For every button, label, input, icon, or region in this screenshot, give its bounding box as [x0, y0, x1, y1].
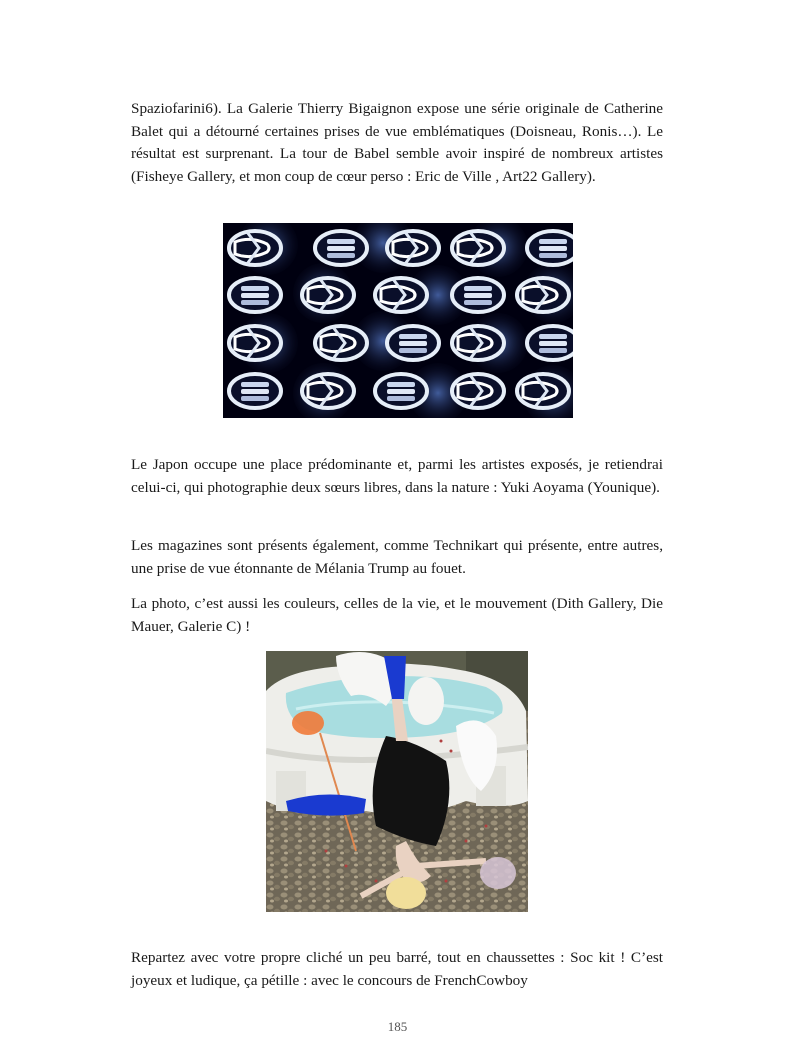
paragraph-colors: La photo, c’est aussi les couleurs, celles de la vie, et le mouvement (Dith Gallery, Die Mauer, Galerie C) ! — [131, 595, 663, 635]
fountain-graphic — [266, 651, 528, 912]
eye-pattern-graphic — [223, 223, 573, 418]
paragraph-japan: Le Japon occupe une place prédominante et, parmi les artistes exposés, je retiendrai celui-ci, qui photographie deux sœurs libres, dans la nature : Yuki Aoyama (Younique). — [131, 456, 663, 496]
eye-pattern-photo — [223, 223, 573, 418]
fountain-photo — [266, 651, 528, 912]
paragraph-magazines: Les magazines sont présents également, comme Technikart qui présente, entre autres, une prise de vue étonnante de Mélania Trump au fouet. — [131, 537, 663, 577]
page-number: 185 — [387, 1019, 408, 1034]
paragraph-soc-kit: Repartez avec votre propre cliché un peu barré, tout en chaussettes : Soc kit ! C’est joyeux et ludique, ça pétille : avec le concours de FrenchCowboy — [131, 949, 663, 989]
paragraph-galleries: Spaziofarini6). La Galerie Thierry Bigaignon expose une série originale de Catherine Balet qui a détourné certaines prises de vue emblématiques (Doisneau, Ronis…). Le résultat est surprenant. La tour de Babel semble avoir inspiré de nombreux artistes (Fisheye Gallery, et mon coup de cœur perso : Eric de Ville , Art22 Gallery). — [131, 100, 663, 185]
